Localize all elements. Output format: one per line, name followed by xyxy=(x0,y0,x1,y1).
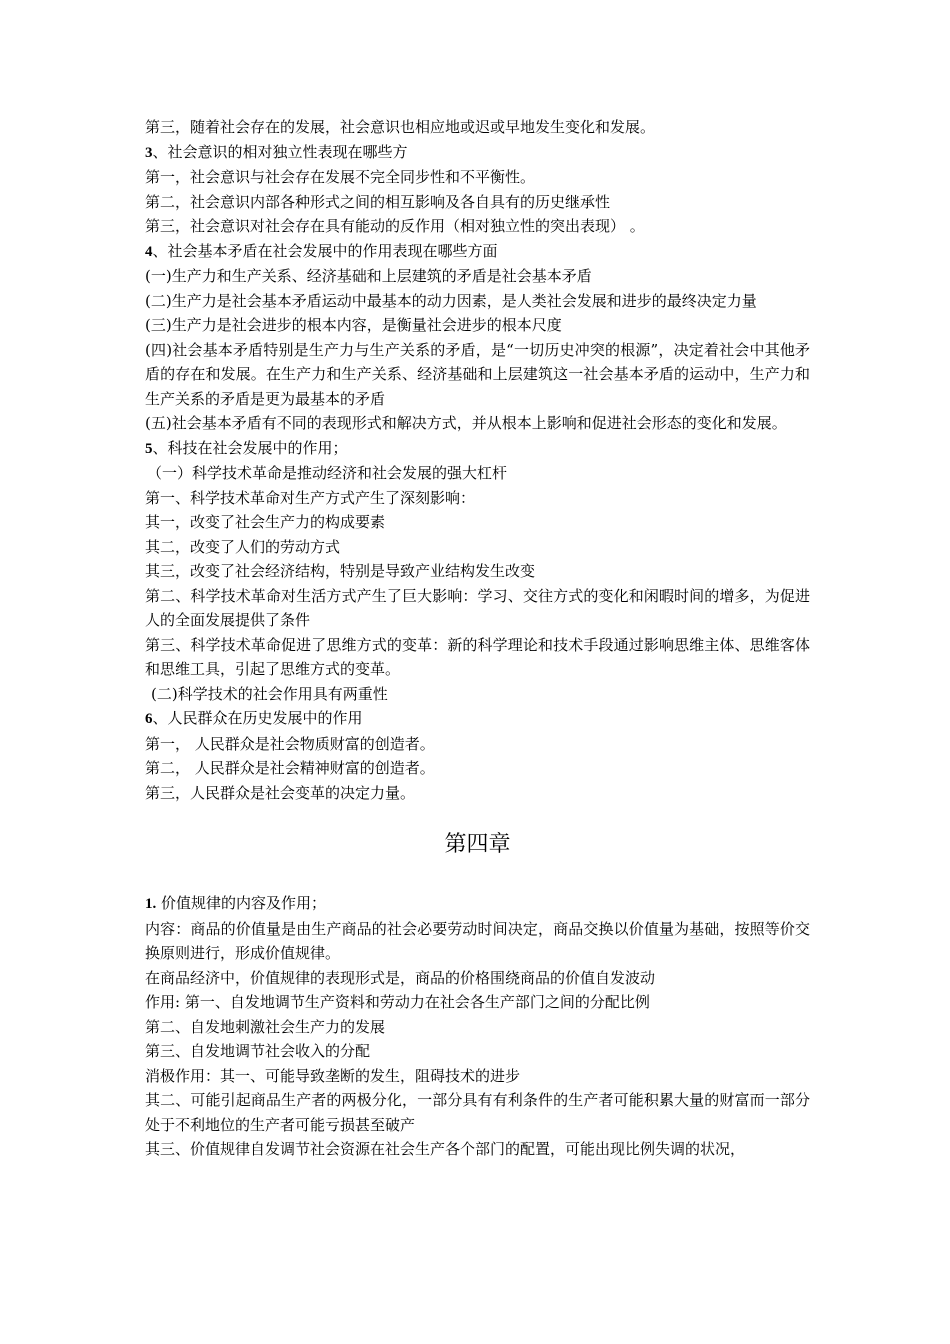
text-paragraph: 第三，社会意识对社会存在具有能动的反作用（相对独立性的突出表现） 。 xyxy=(145,217,645,235)
text-paragraph: (一)生产力和生产关系、经济基础和上层建筑的矛盾是社会基本矛盾 xyxy=(145,267,592,285)
text-paragraph: 第二、科学技术革命对生活方式产生了巨大影响：学习、交往方式的变化和闲暇时间的增多，为促进人的全面发展提供了条件 xyxy=(145,586,810,629)
chapter-heading: 第四章 xyxy=(444,832,511,857)
question-number: 5 xyxy=(145,440,153,457)
text-paragraph: 第三，人民群众是社会变革的决定力量。 xyxy=(145,783,416,802)
text-paragraph: 第二，社会意识内部各种形式之间的相互影响及各自具有的历史继承性 xyxy=(145,192,611,211)
question-heading xyxy=(145,706,810,732)
question-text: 价值规律的内容及作用； xyxy=(156,894,327,912)
text-paragraph: 其二、可能引起商品生产者的两极分化，一部分具有有利条件的生产者可能积累大量的财富而一部分处于不利地位的生产者可能亏损甚至破产 xyxy=(145,1091,810,1134)
question-heading xyxy=(145,891,810,917)
text-paragraph: (二)生产力是社会基本矛盾运动中最基本的动力因素，是人类社会发展和进步的最终决定力量 xyxy=(145,291,757,310)
text-paragraph: 在商品经济中，价值规律的表现形式是，商品的价格围绕商品的价值自发波动 xyxy=(145,968,656,987)
text-paragraph: 第二， 人民群众是社会精神财富的创造者。 xyxy=(145,759,435,777)
text-paragraph: 第三、科学技术革命促进了思维方式的变革：新的科学理论和技术手段通过影响思维主体、思维客体和思维工具，引起了思维方式的变革。 xyxy=(145,635,810,678)
text-paragraph: (四)社会基本矛盾特别是生产力与生产关系的矛盾，是“一切历史冲突的根源”，决定着社会中其他矛盾的存在和发展。在生产力和生产关系、经济基础和上层建筑这一社会基本矛盾的运动中，生产力和生产关系的矛盾是更为最基本的矛盾 xyxy=(145,340,810,408)
text-paragraph: 其三、价值规律自发调节社会资源在社会生产各个部门的配置，可能出现比例失调的状况， xyxy=(145,1140,746,1158)
question-text: 、科技在社会发展中的作用； xyxy=(152,438,348,457)
document-body xyxy=(145,115,810,1162)
text-paragraph: (五)社会基本矛盾有不同的表现形式和解决方式，并从根本上影响和促进社会形态的变化和发展。 xyxy=(145,414,787,432)
text-paragraph: 作用: 第一、自发地调节生产资料和劳动力在社会各生产部门之间的分配比例 xyxy=(145,993,650,1011)
text-paragraph: 第一，社会意识与社会存在发展不完全同步性和不平衡性。 xyxy=(145,168,536,186)
text-paragraph: 第二、自发地刺激社会生产力的发展 xyxy=(145,1017,386,1036)
question-number: 4 xyxy=(145,243,153,260)
text-paragraph: (三)生产力是社会进步的根本内容，是衡量社会进步的根本尺度 xyxy=(145,316,562,334)
text-paragraph: 内容：商品的价值量是由生产商品的社会必要劳动时间决定，商品交换以价值量为基础，按照等价交换原则进行，形成价值规律。 xyxy=(145,919,810,962)
text-paragraph: 第三、自发地调节社会收入的分配 xyxy=(145,1042,371,1060)
subheading-paragraph: （一）科学技术革命是推动经济和社会发展的强大杠杆 xyxy=(147,464,508,482)
text-paragraph: 第一， 人民群众是社会物质财富的创造者。 xyxy=(145,734,435,753)
text-paragraph: 其一，改变了社会生产力的构成要素 xyxy=(145,513,386,531)
question-number: 3 xyxy=(145,144,153,161)
text-paragraph: 第三，随着社会存在的发展，社会意识也相应地或迟或早地发生变化和发展。 xyxy=(145,118,656,136)
text-paragraph: 第一、科学技术革命对生产方式产生了深刻影响： xyxy=(145,488,476,507)
question-text: 、社会基本矛盾在社会发展中的作用表现在哪些方面 xyxy=(152,241,498,260)
subheading-paragraph: (二)科学技术的社会作用具有两重性 xyxy=(151,684,388,703)
question-text: 、社会意识的相对独立性表现在哪些方 xyxy=(152,142,408,161)
question-number: 1. xyxy=(145,896,157,912)
question-heading xyxy=(145,436,810,462)
question-text: 、人民群众在历史发展中的作用 xyxy=(152,709,363,727)
section-chapter-three-notes xyxy=(145,115,810,805)
question-heading xyxy=(145,239,810,265)
text-paragraph: 其三，改变了社会经济结构，特别是导致产业结构发生改变 xyxy=(145,562,536,580)
question-number: 6 xyxy=(145,711,153,727)
question-heading xyxy=(145,140,810,166)
section-chapter-four-notes xyxy=(145,891,810,1162)
text-paragraph: 消极作用：其一、可能导致垄断的发生，阻碍技术的进步 xyxy=(145,1066,521,1085)
text-paragraph: 其二，改变了人们的劳动方式 xyxy=(145,537,341,556)
